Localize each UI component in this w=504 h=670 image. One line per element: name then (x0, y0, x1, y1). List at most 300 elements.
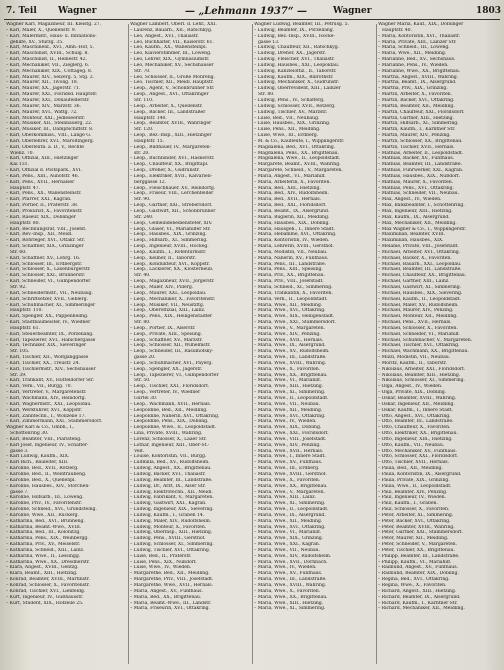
directory-entry: – Oskar, Ingenieur, XII., Meidling. (378, 401, 455, 407)
directory-entry: – Maria, Wwe., III., Landstraße. (254, 355, 327, 361)
directory-entry: – Maria, Wwe., XIII., Hietzing. (254, 384, 324, 390)
directory-entry: Wagner Karl & Co., Gmbh., I., (6, 425, 75, 431)
directory-entry: – Nikolaus, Schlosser, XI., Simmering. (378, 378, 465, 384)
directory-entry: – Ludwig, Schlosser, XVII., Rötzerg. (254, 103, 336, 109)
directory-entry: – Leop., Gärtner, XXI., Strebersdorf. (130, 203, 213, 209)
directory-entry: – Raimund, Angest., XV., Fünfhaus. (378, 565, 458, 571)
directory-entry: – Otto, Schlosser, XXI., Floridsdorf. (378, 454, 459, 460)
directory-entry: – Ludwig, Fleischer, XVI., Thaliastr. (254, 57, 335, 63)
directory-entry: – Leop., Dreher, X., Gudrunstr. (130, 168, 200, 174)
directory-entry: – Maria, Wwe., XIV., Penzing. (254, 331, 321, 337)
directory-entry: – Martha, Angest., XVIII., Währing. (378, 74, 459, 80)
directory-entry: – Martin, Schlosser, XX., Brigittenau. (378, 138, 463, 144)
directory-entry: – Karoline, Hausbes., XIV., Storchen- (6, 483, 90, 489)
directory-entry: – Ludwig, Angest., XX., Brigittenau. (130, 466, 212, 472)
directory-entry: – Maria, Wwe., X., Favoriten. (254, 588, 321, 594)
directory-entry: – Nikolaus, Beamter, XIII., Hietzing. (378, 372, 461, 378)
directory-entry: – Leop., Bildhauer, IV., Margareten- (130, 144, 212, 150)
directory-entry: – Ludmilla, Bed., XV., Rudolfsheim. (130, 460, 210, 466)
directory-entry: – Max Wagner & Co., I., Wipplingerstr. (378, 226, 467, 232)
directory-entry: – Martin, Maurer, XIV., Penzing. (378, 133, 451, 139)
directory-entry: – Maria, Wwe., II., Leopoldstadt. (254, 507, 329, 513)
directory-entry: Hauptstr. 61. (10, 325, 40, 331)
directory-entry: – Maria, Bed., XX., Brigittenau. (130, 594, 202, 600)
directory-entry: – Maria, Private, XIII., Lainzer Str. (378, 39, 457, 45)
directory-entry: – Leop., Lackierer, XX., Klosterneub. (130, 267, 214, 273)
directory-entry: – Maria, Wwe., I., Innere Stadt. (254, 454, 326, 460)
directory-entry: – Leop., Kellner, II., Taborstr. (130, 255, 196, 261)
directory-entry: – Maria, Wwe., XVIII., Währing. (254, 360, 327, 366)
directory-entry: – Karl, Maschinist, II., Heinestr. 42. (6, 57, 87, 63)
directory-entry: – Karl, Pens., XX., Wallensteinstr. (6, 191, 82, 197)
directory-entry: – Marianne, Wwe., XX., Brigittenau. (378, 68, 461, 74)
directory-entry: – Leop., Glaser, VI., Mariahilfer Str. (130, 226, 211, 232)
directory-entry: – Richard, Kaufm., I., Kärntner Str. (378, 600, 458, 606)
directory-entry: – Katharina, Bed., XVI., Brunneng. (6, 518, 85, 524)
directory-entry: – Michael, Schneider, VI., Mariahilf. (378, 331, 460, 337)
directory-entry: Str. 80. (258, 92, 275, 98)
directory-entry: – Maria, Wwe., IV., Wieden. (254, 565, 317, 571)
directory-entry: – Maria, Wwe., XVI., Ottakring. (254, 524, 326, 530)
directory-entry: – Karl, Maschinenf., XVI., Amh.-Hof, 5. (6, 45, 94, 51)
directory-entry: – Leop., Schlosser, XII., Wilhelmstr. (130, 343, 211, 349)
directory-entry: – Leo, Tischler, XII., Meidl. Hauptstr. (130, 80, 214, 86)
directory-entry: – Ludwig, Pens., XVIII., Gersthof. (130, 536, 206, 542)
directory-entry: – Katharina, Beamt.-Wwe., XVIII. (6, 524, 82, 530)
directory-entry: – Maria, Wwe., XIV., Penzing. (254, 442, 321, 448)
directory-entry: Hauptstr. 80. (10, 220, 40, 226)
directory-entry: – Maria, Friseurin, XVI., Ottakring. (130, 606, 210, 612)
directory-entry: – Maria, Wwe., XXI., Stammersdorf. (254, 320, 336, 326)
directory-entry: – Luise, Bed., II., Praterstr. (130, 553, 192, 559)
directory-entry: Wagner Lambert, Oberl. d. Lehr., XXI. (130, 22, 217, 27)
directory-entry: – Paul, Ingenieur, IV., Wieden. (378, 495, 446, 501)
directory-entry: – Maria, Bed., XIII., Hietzing. (254, 185, 321, 191)
directory-entry: – Raimund, Beamter, XIX., Döbling. (378, 571, 459, 577)
directory-entry: – Leop., Tapezierer, VI., Gumpendorfer (130, 372, 219, 378)
directory-entry: – Leop., Maler, XIV., Pillerg. (130, 284, 194, 290)
directory-entry: – Leop., Schaffner, XV., Märzstr. (130, 337, 203, 343)
directory-entry: – Maria, Hausbes., XIX., Döbling. (254, 220, 330, 226)
directory-entry: – Leop., Friseur, VIII., Lerchenfelder (130, 191, 214, 197)
directory-entry: – Paul, Kaufm., I., Graben. (378, 501, 438, 507)
directory-entry: Str. 80. (134, 320, 151, 326)
directory-entry: – Karl, Mechaniker, XIX., Cottageg. 8. (6, 68, 93, 74)
directory-entry: – Karl, Pens., XVII., Hernalser (6, 179, 75, 185)
directory-entry: – Karl, Maler, X., Quellenstr. 9. (6, 27, 77, 33)
directory-entry: – Maria, Wwe., XV., Fünfhaus. (254, 460, 323, 466)
directory-entry: – Maria, Wwe., X., Favoriten. (254, 366, 321, 372)
directory-entry: – Michael, Tischler, XVI., Ottakring. (378, 343, 460, 349)
directory-entry: – Karl, Maurer, XX., Jägerstr. 71. (6, 86, 81, 92)
directory-entry: Wagner Maria, Kauf., XIX., Döblinger (378, 22, 464, 27)
directory-entry: – Paul, Beamter, XIV., Penzing. (378, 489, 448, 495)
directory-entry: – Leo, Mechaniker, XV., Sechshauser (130, 62, 214, 68)
directory-entry: – Maria, Hebamme, XVI., Ottakring. (254, 232, 337, 238)
directory-entry: – Karoline, Bed., XVII., Rötzerg. (6, 466, 79, 472)
directory-entry: – Maria, Wwe., XIX., Grinzing. (254, 536, 324, 542)
directory-entry: – Karl Ludwig, Kaufm., XIX. (6, 454, 70, 460)
directory-title: — „Lehmann 1937“ — (185, 6, 308, 17)
directory-entry: Str. 40. (134, 273, 151, 279)
directory-entry: – Karl, Musiker, III., Dampfschiffstr. 8. (6, 127, 94, 133)
directory-entry: – Karl, Schaffner, XIX., Grinzinger (6, 244, 84, 250)
directory-entry: – Karl, Techniker, XIX., Sieveringer (6, 343, 87, 349)
directory-entry: – Max, Kaufm., IX., Alsergrund. (378, 214, 450, 220)
directory-entry: – Karl, Spengler, XX., Pappenheimg. (6, 314, 89, 320)
directory-entry: – Leop., Kondukteur, XVI., Koppstr. (130, 261, 210, 267)
directory-entry: – Karl, Rohrleger, XVI., Ottakr. Str. (6, 238, 86, 244)
directory-entry: Str. 39. (10, 372, 27, 378)
directory-entry: – Michael, Pens., XVII., Hernals. (378, 320, 452, 326)
directory-entry: Str. 110. (134, 97, 154, 103)
directory-entry: – Leopoldine, Pens., XIX., Döbling. (130, 419, 209, 425)
directory-entry: Str. 60. (10, 249, 27, 255)
directory-entry: – Peter, Arbeiter, XI., Simmering. (378, 512, 454, 518)
directory-entry: – Maximilian, Beamter, XVIII. (378, 232, 446, 238)
directory-entry: – Melanie, Private, VIII., Josefstadt. (378, 244, 459, 250)
directory-entry: – Karl, Beamter, VIII., Piaristeng. (6, 436, 82, 442)
directory-entry: – Katharina, Wwe., XX., Dresdnerstr. (6, 559, 90, 565)
directory-entry: – Leop., Chauffeur, XX., Brigittapl. (130, 162, 209, 168)
directory-entry: – Karl, Musiker, XII., Steinbauerg. 22. (6, 121, 93, 127)
directory-entry: berggasse 12. (134, 179, 167, 185)
directory-entry: – Mathias, Maurer, X., Favoriten. (378, 179, 454, 185)
directory-entry: – Maria, Wwe., XVIII., Gersthof. (254, 471, 327, 477)
directory-entry: – Katharina, Wwe., II., Lessingg. (6, 553, 81, 559)
directory-entry: – Leop., Schuhmacher, XVI., Payerg. (130, 360, 213, 366)
directory-entry: – Martin, Kaufm., I., Kärntner Str. (378, 127, 456, 133)
directory-entry: – M. & Co., Kaufleute, I., Wipplingerstr. (254, 138, 345, 144)
directory-entry: – Luise, Wwe., IV., Wieden. (130, 565, 192, 571)
directory-entry: – Otto, Mechaniker, XV., Fünfhaus. (378, 448, 457, 454)
directory-entry: – Maria, Wwe., VII., Neubau. (254, 547, 320, 553)
directory-entry: – Leo, Angest., XVI., Thaliastr. (130, 33, 199, 39)
directory-entry: – Peter, Bäcker, XVI., Ottakring. (378, 518, 451, 524)
directory-entry: – Maria, Wwe., XIV., Rudolfsheim. (254, 553, 332, 559)
directory-entry: – Maria, Wwe., IV., Wieden. (254, 419, 317, 425)
directory-entry: – Karl, Maurer, XIV., Märzstr. 36. (6, 103, 81, 109)
directory-entry: – Karl, Verk., VII., Burgg. 70. (6, 384, 72, 390)
directory-entry: – Karl, Maschinist, XVIII., Schulg. 8. (6, 51, 89, 57)
directory-entry: – Karl, Rechnungsrat, VIII., Josefst. (6, 226, 87, 232)
directory-entry: – Michael, Gärtner, XIII., Lainz. (378, 279, 450, 285)
directory-entry: – Maria, Wwe., XVII., Hernals. (254, 448, 324, 454)
directory-entry: – Martin, Chauffeur, XXI., Floridsdorf. (378, 109, 465, 115)
directory-entry: – Katharina, Schneid., XIII., Lainz. (6, 547, 85, 553)
directory-entry: – Maria, Wwe., XVI., Ottakring. (254, 413, 326, 419)
directory-entry: – Karl, Offizial d. Postspark., XVI. (6, 168, 82, 174)
directory-entry: – Karl, Vertreter, V., Margaretenstr. (6, 390, 87, 396)
directory-entry: – Konrad, Tischler, XVI., Lienfeldg. (6, 588, 86, 594)
directory-entry: – Martha, Priv., XIX., Grinzing. (378, 86, 448, 92)
directory-entry: gasse 20. (134, 355, 156, 361)
directory-entry: – Konrad, Beamter, XVIII., Martinstr. (6, 577, 90, 583)
directory-entry: – Karl, Mechaniker, VII., Zieglerg. 6. (6, 62, 90, 68)
directory-entry: – Martin, Bäcker, XVI., Ottakring. (378, 97, 455, 103)
directory-entry: gasse 7. (10, 489, 29, 495)
directory-entry: – Karl, Schlosser, XXI., Brünnerstr. (6, 273, 86, 279)
directory-entry: – Margarete, Beamt., XVIII., Währing. (254, 162, 341, 168)
directory-entry: – Karl, Oberleutn. a. D., V., Rechte (6, 144, 84, 150)
directory-entry: – Maria, Wwe., XXI., Floridsdorf. (254, 431, 329, 437)
directory-entry: – Maria, Näherin, XV., Fünfhaus. (254, 255, 329, 261)
directory-entry: – Ludwig, Oberrevident, XIII., Lainzer (254, 86, 341, 92)
directory-entry: – Martha, Beamt., IX., Alsergrund. (378, 80, 457, 86)
directory-entry: Hauptstr. 140. (134, 115, 167, 121)
directory-entry: – Luise, Pens., XIX., Nußdorf. (130, 559, 197, 565)
directory-entry: – Maria, Wwe., XIII., Hietzing. (254, 600, 324, 606)
directory-entry: Kai 131. (10, 162, 29, 168)
directory-entry: – Maria, Wwe., VIII., Josefstadt. (254, 436, 327, 442)
directory-entry: – Leop., Beamter, XVIII., Währinger (130, 121, 212, 127)
page-number: 1803 (476, 6, 502, 16)
directory-entry: – Maria, Lehrerin, XVIII., Gersthof. (254, 244, 334, 250)
directory-entry: – Michael, Wachmann, XX., Brigittenau. (378, 349, 469, 355)
directory-entry: – Maria, Hausgeh., I., Innere Stadt. (254, 226, 335, 232)
directory-entry: – Mathias, Fuhrwerker, XXI., Kagran. (378, 168, 464, 174)
directory-entry: – Leop., Hilfsarb., XI., Simmering. (130, 238, 208, 244)
directory-entry: – Michael, Bäcker, X., Favoriten. (378, 255, 452, 261)
directory-entry: – Olga, Angest., IV., Wieden. (378, 384, 443, 390)
directory-entry: Str. 90. (134, 197, 151, 203)
directory-entry: – Karl Rich., Bauleiter, XIII. (6, 460, 69, 466)
directory-entry: – Karl, Schlosser, III., Erdbergstr. (6, 261, 83, 267)
directory-entry: – Ludwig, Dreher, XX., Jägerstr. (254, 51, 326, 57)
directory-entry: – Maria, Wwe., XI., Simmering. (254, 606, 326, 612)
directory-entry: – Leop., Agent, V., Schönbrunner Str. (130, 86, 215, 92)
directory-entry: – Leop., Maurer, XXI., Leopoldau. (130, 290, 207, 296)
directory-entry: – Ludwig, Tischler, XVI., Ottakring. (130, 547, 211, 553)
directory-entry: – Karl, Schneidermstr., VII., Neubaug. (6, 290, 93, 296)
directory-entry: str. 20. (134, 150, 150, 156)
directory-entry: – Michael, Schlosser, X., Favoriten. (378, 325, 458, 331)
directory-entry: – Katharina, Pens., XIX., Weinbergg. (6, 536, 89, 542)
directory-entry: – Maria, Wwe., VI., Mariahilf. (254, 378, 322, 384)
directory-entry: – Maria, Schneid., XI., Simmering. (254, 284, 333, 290)
column-4 (378, 22, 496, 666)
directory-entry: – Karl, Wagnermstr., XXI., Leopoldau. (6, 401, 92, 407)
directory-entry: – Regina, Wwe., X., Favoriten. (378, 583, 447, 588)
directory-entry: – Leop., Spengler, XX., Jägerstr. (130, 366, 203, 372)
directory-entry: – Ludwig, Tischler, XV., Märzstr. (254, 109, 328, 115)
directory-entry: – Ludwig, Hausbes., XXI., Leopoldau. (254, 62, 340, 68)
directory-entry: – Karl, Oberlehrer, XVI., Maroltingerg. (6, 138, 95, 144)
directory-entry: – Klara, Beamt., XIII., Hietzing. (6, 571, 78, 577)
directory-entry: – Martin, Tischler, XVII., Hernals. (378, 144, 455, 150)
directory-entry: – Ludwig, Pens., IV., Schäfferg. (254, 97, 325, 103)
directory-entry: – Mathias, Beamter, III., Landstraße. (378, 162, 462, 168)
directory-entry: – Paula, Bed., XII., Meidling. (378, 466, 443, 472)
directory-entry: – Leop., Elektriker, XVII., Kalvarien- (130, 173, 213, 179)
directory-entry: – Leop., Fleischhauer, XV., Reindorfg. (130, 185, 216, 191)
directory-entry: – Luise, Hausbes., XIX., Grinzing. (254, 121, 331, 127)
directory-entry: – Ludwig, Gastwirt, XXI., Kagran. (130, 501, 207, 507)
directory-entry: – Kurt, Student, XIX., Hofzeile 25. (6, 600, 84, 606)
directory-entry: – Maria, Wwe., XIII., Lainz. (254, 495, 317, 501)
directory-entry: – Leopoldine, Bed., XII., Meidling. (130, 407, 208, 413)
directory-entry: – Karl, Maurer, XXI., Floridsd. Hauptstr. (6, 92, 98, 98)
directory-entry: – Mathias, Schneider, VII., Neubau. (378, 191, 459, 197)
directory-entry: – Leop., Gastwirt, XII., Schönbrunner (130, 209, 216, 214)
directory-entry: – Oskar, Kaufm., I., Innere Stadt. (378, 407, 453, 413)
directory-entry: – Michael, Gastwirt, XI., Simmering. (378, 284, 462, 290)
directory-entry: – Maria, Wwe., VI., Mariahilf. (254, 530, 322, 536)
directory-entry: Str. 50. (134, 378, 151, 384)
directory-entry: – Michael, Arbeiter, XVI., Ottakring. (378, 249, 461, 255)
directory-entry: – Karl, Rev.-Insp., XII., Meidl. (6, 232, 73, 238)
directory-entry: – Michael, Bauarb., XXI., Leopoldau. (378, 261, 462, 267)
directory-entry: – Karl, Steuerbeamter, IX., Porzellang. (6, 331, 94, 337)
directory-entry: – Karl, Schlosser, X., Laxenburgerstr. (6, 267, 91, 273)
directory-entry: – Maria, Verk., II., Leopoldstadt. (254, 296, 328, 302)
directory-entry: Wagner Ludwig, Beamter, III., Petrusg. 5. (254, 22, 349, 27)
directory-entry: – Margarethe, Bed., XII., Meidling. (130, 571, 210, 577)
directory-entry: – Karl, Monteur, XXI., Jedleseerstr. (6, 115, 86, 121)
directory-entry: – Leop., Oberoffizial, XIII., Lainz. (130, 308, 206, 314)
directory-entry: – Maria, Wwe., X., Favoriten. (254, 477, 321, 483)
directory-entry: – Karl, Tischler, XII., Wolfganggasse (6, 355, 89, 361)
directory-entry: – Ludwig, Kanzleioffiz., II., Taborstr. (254, 68, 337, 74)
column-3 (254, 22, 372, 666)
directory-entry: – Karl, Raseur, XIX., Döblinger (6, 214, 76, 220)
directory-entry: – Otto, Ingenieur, XIII., Hietzing. (378, 436, 453, 442)
directory-entry: – Ludwig, Mechaniker, X., Gudrunstr. (254, 80, 340, 86)
directory-entry: – Luise, Wwe., III., Erdberg. (254, 133, 319, 139)
directory-entry: – Karoline, Bed., II., Weintraubeng. (6, 471, 87, 477)
directory-entry: – Leop., Kaufm., I., Rotenturmstr. (130, 249, 207, 255)
directory-entry: – Maria, Wwe., XXI., Kagran. (254, 542, 321, 548)
directory-entry: – Maria, Priv., VIII., Josefstadt. (254, 279, 324, 285)
guide-word-left: Wagner (58, 6, 97, 16)
directory-entry: Gürtel 30. (134, 396, 158, 401)
directory-entry: – Lothar, Ingenieur, XIII., Ober-St.- (130, 442, 210, 448)
directory-entry: – Karoline, Priv., IV., Favoritenstr. (6, 501, 82, 507)
directory-entry: – Maria, Schneid., III., Löweng. (378, 45, 450, 51)
directory-entry: – Ludwig, Fabrikant, V., Margareten. (130, 495, 214, 501)
directory-entry: – Moritz, Kaufm., II., Taborstr. (378, 360, 447, 366)
directory-entry: – Leop., Arbeiter, X., Quellenstr. (130, 103, 203, 109)
directory-entry: – Martin, Hilfsarb., XI., Simmering. (378, 121, 459, 127)
directory-entry: – Mathias, Hausbes., XIX., Nußdorf. (378, 173, 460, 179)
directory-entry: – Marianne, Bed., XV., Sechshaus. (378, 57, 456, 63)
directory-entry: Schottenring 30. (10, 431, 49, 437)
directory-entry: – Karl, Zahntechn., I., Wollzeile 17. (6, 413, 86, 419)
directory-entry: – Ludwig, Beamter, III., Landstraße. (130, 477, 213, 483)
directory-entry: – Konrad, Schlosser, X., Favoritenstr. (6, 583, 90, 588)
directory-entry: – Max, Angest., IV., Wieden. (378, 197, 442, 203)
directory-entry: – Paula, Wwe., II., Leopoldstadt. (378, 483, 452, 489)
directory-entry: – Magdalena, Bed., XVI., Ottakring. (254, 144, 336, 150)
directory-entry: – Karl, Offizial, XIII., Hietzinger (6, 156, 79, 162)
directory-entry: – Maria, Wwe., XVI., Ottakring. (254, 308, 326, 314)
directory-entry: – Maria, Angest., VI., Mariahilf. (254, 173, 326, 179)
directory-entry: – Luise, Pens., XII., Meidling. (254, 127, 321, 133)
directory-entry: – Maria, Wwe., IX., Alsergrund. (254, 512, 326, 518)
directory-entry: – Otto, Beamter, III., Landstraße. (378, 419, 454, 425)
directory-entry: – Karl, Werkführer, XVI., Koppstr. (6, 407, 83, 413)
directory-entry: – Paula, Kontoristin, IX., Alsergrund. (378, 471, 462, 477)
directory-entry: – Michael, Maurer, XIV., Penzing. (378, 308, 454, 314)
directory-entry: – Ludwig, Kaufm., XIX., Billrothstr. (254, 74, 334, 80)
directory-entry: – Maria, Wwe., VII., Neubau. (254, 401, 320, 407)
directory-entry: – Lina, Private, XVIII., Währing. (130, 431, 203, 437)
column-1 (6, 22, 124, 666)
directory-entry: – Michael, Monteur, XII., Meidling. (378, 314, 458, 320)
directory-entry: – Margarethe, Wwe., XVII., Hernals. (130, 583, 213, 588)
directory-entry: – Maria, Büglerin, XII., Meidling. (254, 214, 330, 220)
directory-entry: – Marianne, Pens., IV., Wieden. (378, 62, 449, 68)
directory-entry: – Mizzi, Modistin, VII., Neubau. (378, 355, 451, 361)
directory-entry: – Karl, Schriftsetzer, XVII., Geblerg. (6, 296, 88, 302)
directory-entry: – Leop., Gemeindebediensteter, XIV. (130, 220, 213, 226)
directory-entry: – Magdalena, Pens., XX., Brigittenau. (254, 150, 339, 156)
directory-entry: – Richard, Beamter, IX., Alsergrund. (378, 594, 461, 600)
directory-entry: – Maria, Wwe., II., Leopoldstadt. (254, 396, 329, 401)
directory-entry: – Max, Bankbeamter, I., Schottenring. (378, 203, 465, 209)
directory-entry: Str. 70. (134, 68, 151, 74)
directory-entry: – Katharina, Bed., III., Kolonitzg. (6, 530, 81, 536)
directory-entry: – Ludwig, Bäcker, XVI., Thaliastr. (130, 471, 206, 477)
directory-entry: – Maria, Wwe., III., Erdberg. (254, 466, 320, 472)
directory-entry: – Ludwig, Maler, XIV., Rudolfsheim. (130, 518, 212, 524)
directory-entry: – Maria, Wwe., XIX., Heiligenstadt. (254, 314, 335, 320)
directory-entry: – Paul, Schlosser, X., Favoriten. (378, 507, 450, 513)
directory-entry: – Karl, Trafikant, XV., Hütteldorfer Str. (6, 378, 95, 384)
directory-entry: – Maria, Wwe., XVII., Hernals. (254, 337, 324, 343)
directory-entry: – Otto, Kaufm., VII., Neubau. (378, 442, 445, 448)
directory-entry: – Ludwig, Oberinsp., XIII., Hietzing. (130, 530, 213, 536)
directory-entry: – Ludwig, Beamter, IX., Porzellang. (254, 27, 335, 33)
directory-entry: – Maria, Wwe., XII., Meidling. (254, 518, 323, 524)
directory-entry: – Maria, Bed., XVII., Hernals. (254, 197, 321, 203)
part-label: 7. Teil (6, 6, 37, 16)
directory-entry: – Ludwig, Kaufm., I., Graben 14. (130, 512, 205, 518)
directory-entry: – Karl, Maurer, XII., Tivolig. 18. (6, 80, 79, 86)
directory-entry: – Ludwig, Schlosser, XI., Simmering. (130, 542, 214, 548)
directory-entry: – Maria, Bed., XXI., Floridsdorf. (254, 203, 327, 209)
directory-entry: – Maria, Wwe., III., Landstraße. (254, 577, 327, 583)
directory-entry: – Ludwig, Dr., Arzt, IX., Alser Str. (130, 483, 206, 489)
directory-entry: – Maria, Wwe., XV., Rudolfsheim. (254, 349, 330, 355)
directory-entry: – Lorenz, Schlosser, X., Laaer Str. (130, 436, 207, 442)
directory-entry: – Maria, Pens., XIII., Speising. (254, 267, 323, 273)
directory-entry: – Leop., Tischler, XXI., Floridsdorf. (130, 384, 210, 390)
directory-entry: – Karl, Schneider, VI., Gumpendorfer (6, 279, 91, 285)
directory-entry: – Leo, Schlosser, II., Große Mohreng. (130, 74, 215, 80)
directory-entry: – Leop., Portier, IX., Alserstr. (130, 325, 196, 331)
directory-entry: – Maria, Wwe., XV., Fünfhaus. (254, 571, 323, 577)
directory-entry: – Maria, Wwe., IX., Alsergrund. (254, 343, 326, 349)
directory-entry: – Leop., Wachmann, XVII., Hernals. (130, 401, 211, 407)
directory-entry: Hauptstr. 47. (10, 185, 40, 191)
directory-entry: – Karl, Portier, II., Praterstr. 38. (6, 203, 79, 209)
directory-entry: – Maria, Wwe., XX., Brigittenau. (254, 594, 328, 600)
directory-entry: – Martin, Gärtner, XIII., Hietzing. (378, 115, 454, 121)
directory-entry: – Karl, Stadtbaumeister, IV., Wiedner (6, 320, 91, 326)
directory-entry: – Maria, Wwe., V., Margareten. (254, 489, 325, 495)
directory-entry: – Maria, Wwe., XI., Simmering. (254, 390, 326, 396)
guide-word-right: Wagner (333, 6, 372, 16)
directory-entry: – Michael, Maler, XV., Rudolfsheim. (378, 302, 459, 308)
directory-entry: – Karl, Malermstr., Haus- u. Infinations- (6, 33, 97, 39)
directory-entry: Veit. (134, 448, 145, 454)
directory-entry: – Maria, Bed., XIV., Rudolfsheim. (254, 191, 329, 197)
directory-entry: – Regina, Bed., XVI., Ottakring. (378, 577, 450, 583)
directory-entry: – Leop., Vertreter, IV., Wiedner (130, 390, 201, 396)
directory-entry: – Margarethe, Priv., VIII., Josefstadt. (130, 577, 214, 583)
directory-entry: – Maria, Beamt., IX., Alsergrund. (254, 209, 330, 214)
